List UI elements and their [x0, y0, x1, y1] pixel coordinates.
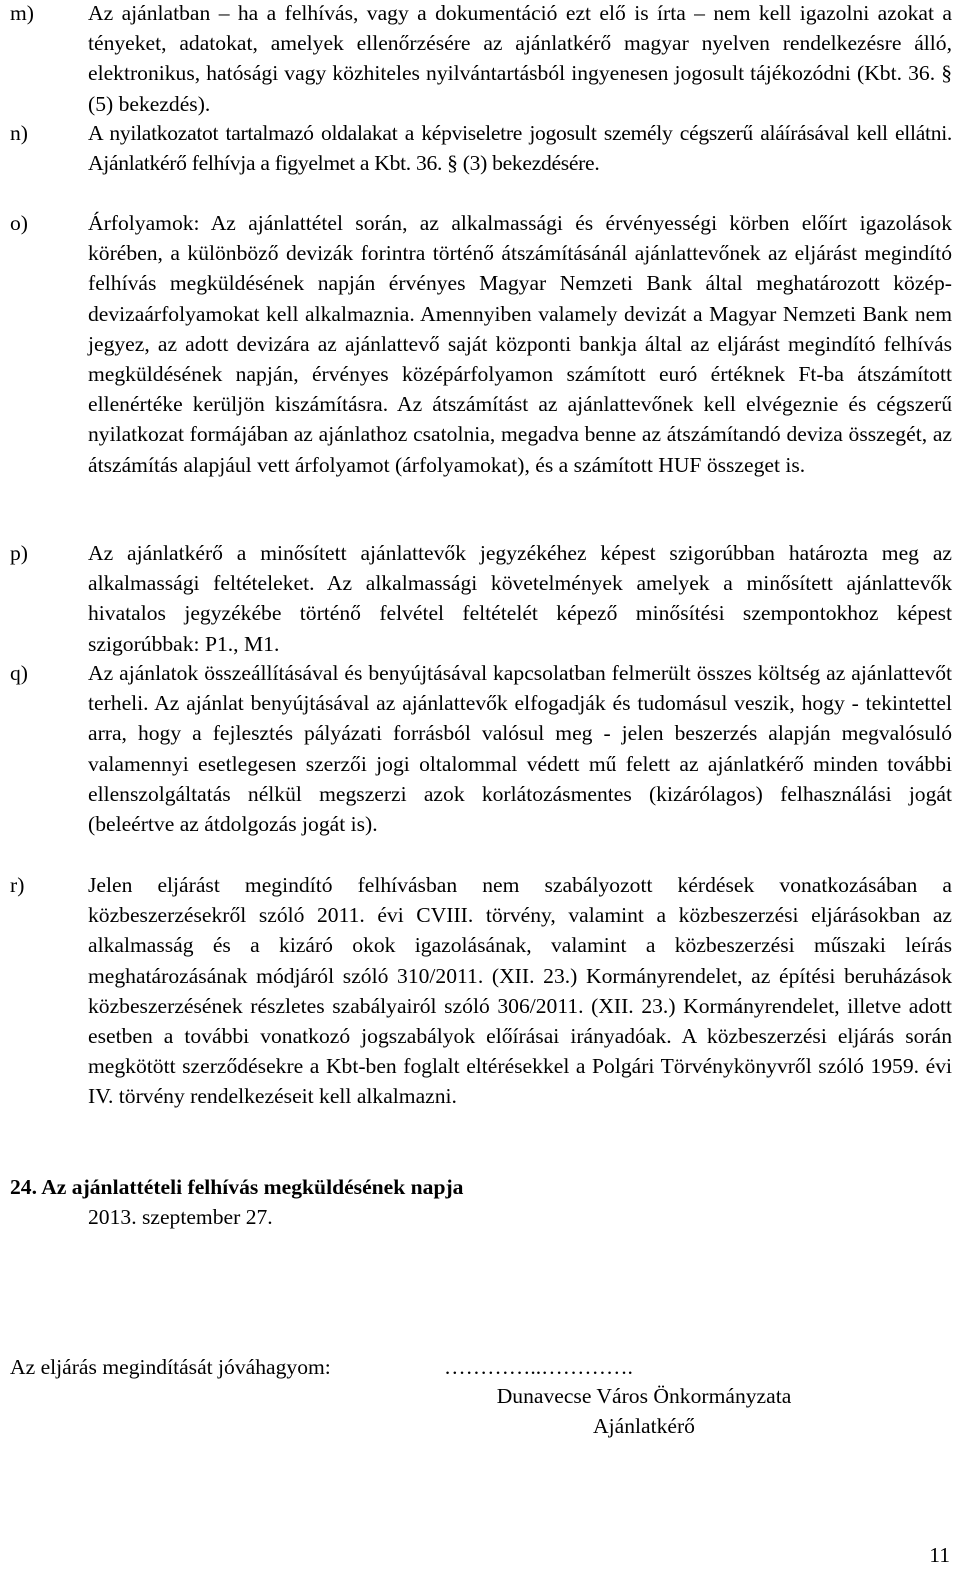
signatory-role: Ajánlatkérő	[593, 1414, 695, 1438]
page-number: 11	[929, 1543, 950, 1567]
list-item-text: Az ajánlatban – ha a felhívás, vagy a dokumentáció ezt elő is írta – nem kell igazolni azokat a tényeket, adatokat, amelyek ellenőrzésére az ajánlatkérő magyar nyelven rendelkezésre álló, elektronikus, hatósági vagy közhiteles nyilvántartásból ingyenesen jogosult tájékozódni (Kbt. 36. § (5) bekezdés).	[88, 1, 952, 116]
list-item-r	[10, 870, 952, 1112]
list-item-p	[10, 538, 952, 659]
list-marker: m)	[10, 1, 34, 25]
signatory-name: Dunavecse Város Önkormányzata	[496, 1384, 792, 1408]
list-item-text: Árfolyamok: Az ajánlattétel során, az alkalmassági és érvényességi körben előírt igazolások körében, a különböző devizák forintra történő átszámításánál ajánlattevőnek az eljárást megindító felhívás megküldésének napján érvényes Magyar Nemzeti Bank által meghatározott közép-devizaárfolyamokat kell alkalmaznia. Amennyiben valamely devizát a Magyar Nemzeti Bank nem jegyez, az adott devizára az ajánlattevő saját központi bankja által az eljárást megindító felhívás megküldésének napján, érvényes középárfolyamon számított euró értéknek Ft-ba átszámított ellenértéke kerüljön kiszámításra. Az átszámítást az ajánlattevőnek kell elvégeznie és cégszerű nyilatkozat formájában az ajánlathoz csatolnia, megadva benne az átszámítandó deviza összegét, az átszámítás alapjául vett árfolyamot (árfolyamokat), és a számított HUF összeget is.	[88, 211, 952, 477]
list-marker: p)	[10, 541, 28, 565]
list-item-text: A nyilatkozatot tartalmazó oldalakat a képviseletre jogosult személy cégszerű aláírásával kell ellátni. Ajánlatkérő felhívja a figyelmet a Kbt. 36. § (3) bekezdésére.	[88, 121, 952, 176]
list-item-text: Az ajánlatok összeállításával és benyújtásával kapcsolatban felmerült összes költség az ajánlattevőt terheli. Az ajánlat benyújtásával az ajánlattevők elfogadják és tudomásul veszik, hogy - tekintettel arra, hogy a fejlesztés pályázati forrásból valósul meg - jelen beszerzés alapján megvalósuló valamennyi esetlegesen szerzői jogi oltalommal védett mű felett az ajánlatkérő minden további ellenszolgáltatás nélkül megszerzi azok korlátozásmentes (kizárólagos) felhasználási jogát (beleértve az átdolgozás jogát is).	[88, 661, 952, 837]
list-item-text: Az ajánlatkérő a minősített ajánlattevők jegyzékéhez képest szigorúbban határozta meg az alkalmassági feltételeket. Az alkalmassági követelmények amelyek a minősített ajánlattevők hivatalos jegyzékébe történő felvétel feltételét képező minősítési szempontokhoz képest szigorúbbak: P1., M1.	[88, 541, 952, 656]
section-date: 2013. szeptember 27.	[88, 1205, 273, 1229]
list-marker: q)	[10, 661, 28, 685]
list-item-text: Jelen eljárást megindító felhívásban nem szabályozott kérdések vonatkozásában a közbeszerzésekről szóló 2011. évi CVIII. törvény, valamint a közbeszerzési eljárásokban az alkalmasság és a kizáró okok igazolásának, valamint a közbeszerzési műszaki leírás meghatározásának módjáról szóló 310/2011. (XII. 23.) Kormányrendelet, az építési beruházások közbeszerzésének részletes szabályairól szóló 306/2011. (XII. 23.) Kormányrendelet, illetve adott esetben a további vonatkozó jogszabályok előírásai irányadóak. A közbeszerzési eljárás során megkötött szerződésekre a Kbt-ben foglalt eltérésekkel a Polgári Törvénykönyvről szóló 1959. évi IV. törvény rendelkezéseit kell alkalmazni.	[88, 873, 952, 1109]
list-marker: r)	[10, 873, 25, 897]
list-item-o	[10, 208, 952, 480]
list-item-q	[10, 658, 952, 839]
list-marker: n)	[10, 121, 28, 145]
list-marker: o)	[10, 211, 28, 235]
section-title: 24. Az ajánlattételi felhívás megküldésének napja	[10, 1175, 464, 1199]
approval-label: Az eljárás megindítását jóváhagyom:	[10, 1355, 331, 1379]
signature-line: …………..………….	[444, 1355, 633, 1379]
list-item-m	[10, 0, 952, 119]
list-item-n	[10, 118, 952, 178]
